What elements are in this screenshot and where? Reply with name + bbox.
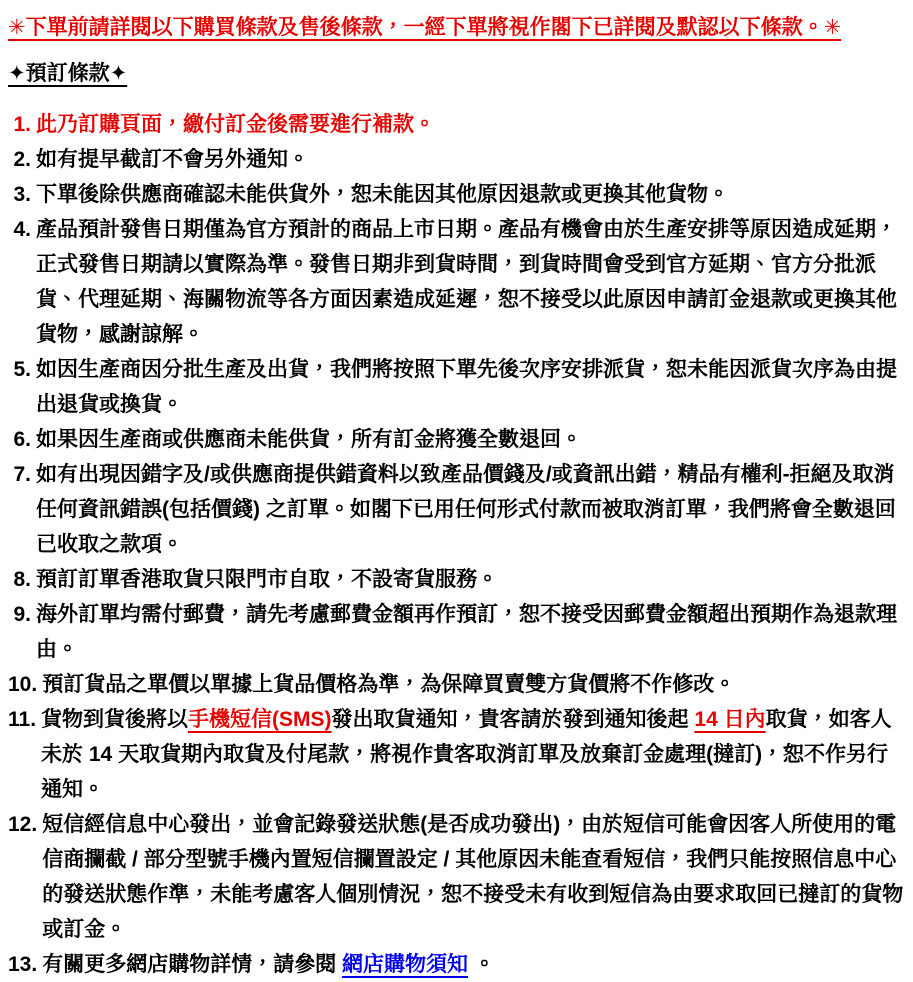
term-text [36, 562, 905, 597]
term-segment: 此乃訂購頁面，繳付訂金後需要進行補款。 [36, 113, 435, 136]
term-segment: 預訂訂單香港取貨只限門市自取，不設寄貨服務。 [36, 568, 498, 591]
preorder-terms-title: ✦預訂條款✦ [8, 62, 128, 85]
term-segment: 發出取貨通知，貴客請於發到通知後起 [331, 708, 695, 731]
term-text [36, 177, 905, 212]
term-item-10 [8, 667, 905, 702]
term-segment: 如有出現因錯字及/或供應商提供錯資料以致產品價錢及/或資訊出錯，精品有權利-拒絕及取消任何資訊錯誤(包括價錢) 之訂單。如閣下已用任何形式付款而被取消訂單，我們將會全數退回已收取之款項。 [36, 463, 896, 556]
term-text [36, 142, 905, 177]
term-segment: 海外訂單均需付郵費，請先考慮郵費金額再作預訂，恕不接受因郵費金額超出預期作為退款理由。 [36, 603, 897, 661]
term-text [41, 702, 905, 807]
term-segment: 如果因生產商或供應商未能供貨，所有訂金將獲全數退回。 [36, 428, 582, 451]
term-segment: 如有提早截訂不會另外通知。 [36, 148, 309, 171]
term-segment: 有關更多網店購物詳情，請參閱 [42, 953, 343, 976]
term-item-3 [8, 177, 905, 212]
term-segment: 14 日內 [694, 708, 766, 731]
term-segment: 。 [468, 953, 495, 976]
term-text [36, 422, 905, 457]
term-text [36, 457, 905, 562]
term-item-12 [8, 807, 905, 947]
term-segment: 取貨，如客人未於 14 天取貨期內取貨及付尾款，將視作貴客取消訂單及放棄訂金處理(撻訂)，恕不作另行通知。 [41, 708, 892, 801]
term-number: 8. [13, 568, 31, 591]
term-item-9 [8, 597, 905, 667]
term-item-2 [8, 142, 905, 177]
terms-list [8, 107, 905, 982]
term-number: 7. [13, 463, 31, 486]
term-item-5 [8, 352, 905, 422]
term-text [36, 107, 905, 142]
term-item-11 [8, 702, 905, 807]
term-item-7 [8, 457, 905, 562]
term-number: 11. [8, 708, 37, 731]
store-shopping-notice-link[interactable]: 網店購物須知 [342, 953, 469, 976]
term-text [42, 947, 905, 982]
term-number: 13. [8, 953, 38, 976]
term-segment: 短信經信息中心發出，並會記錄發送狀態(是否成功發出)，由於短信可能會因客人所使用的電信商攔截 / 部分型號手機內置短信攔置設定 / 其他原因未能查看短信，我們只能按照信息中心的發送狀態作準，未能考慮客人個別情況，恕不接受未有收到短信為由要求取回已撻訂的貨物或訂金。 [42, 813, 904, 941]
term-item-13 [8, 947, 905, 982]
term-number: 10. [8, 673, 38, 696]
term-item-1 [8, 107, 905, 142]
terms-document [8, 10, 905, 982]
term-text [36, 597, 905, 667]
term-item-4 [8, 212, 905, 352]
term-text [42, 807, 905, 947]
term-segment: 下單後除供應商確認未能供貨外，恕未能因其他原因退款或更換其他貨物。 [36, 183, 729, 206]
term-number: 2. [13, 148, 31, 171]
term-text [42, 667, 905, 702]
term-number: 6. [13, 428, 31, 451]
section-title-row [8, 56, 905, 91]
term-segment: 產品預計發售日期僅為官方預計的商品上市日期。產品有機會由於生產安排等原因造成延期，正式發售日期請以實際為準。發售日期非到貨時間，到貨時間會受到官方延期、官方分批派貨、代理延期、海關物流等各方面因素造成延遲，恕不接受以此原因申請訂金退款或更換其他貨物，感謝諒解。 [36, 218, 897, 346]
term-segment: 手機短信(SMS) [188, 708, 332, 731]
term-text [36, 352, 905, 422]
term-segment: 預訂貨品之單價以單據上貨品價格為準，為保障買賣雙方貨價將不作修改。 [42, 673, 736, 696]
term-item-8 [8, 562, 905, 597]
term-number: 12. [8, 813, 38, 836]
term-number: 4. [13, 218, 31, 241]
term-number: 5. [13, 358, 31, 381]
term-number: 9. [13, 603, 31, 626]
term-item-6 [8, 422, 905, 457]
term-segment: 貨物到貨後將以 [41, 708, 189, 731]
term-number: 1. [13, 113, 31, 136]
term-segment: 如因生產商因分批生產及出貨，我們將按照下單先後次序安排派貨，恕未能因派貨次序為由提出退貨或換貨。 [36, 358, 897, 416]
term-text [36, 212, 905, 352]
purchase-terms-warning: ✳下單前請詳閱以下購買條款及售後條款，一經下單將視作閣下已詳閱及默認以下條款。✳ [8, 16, 842, 39]
term-number: 3. [13, 183, 31, 206]
